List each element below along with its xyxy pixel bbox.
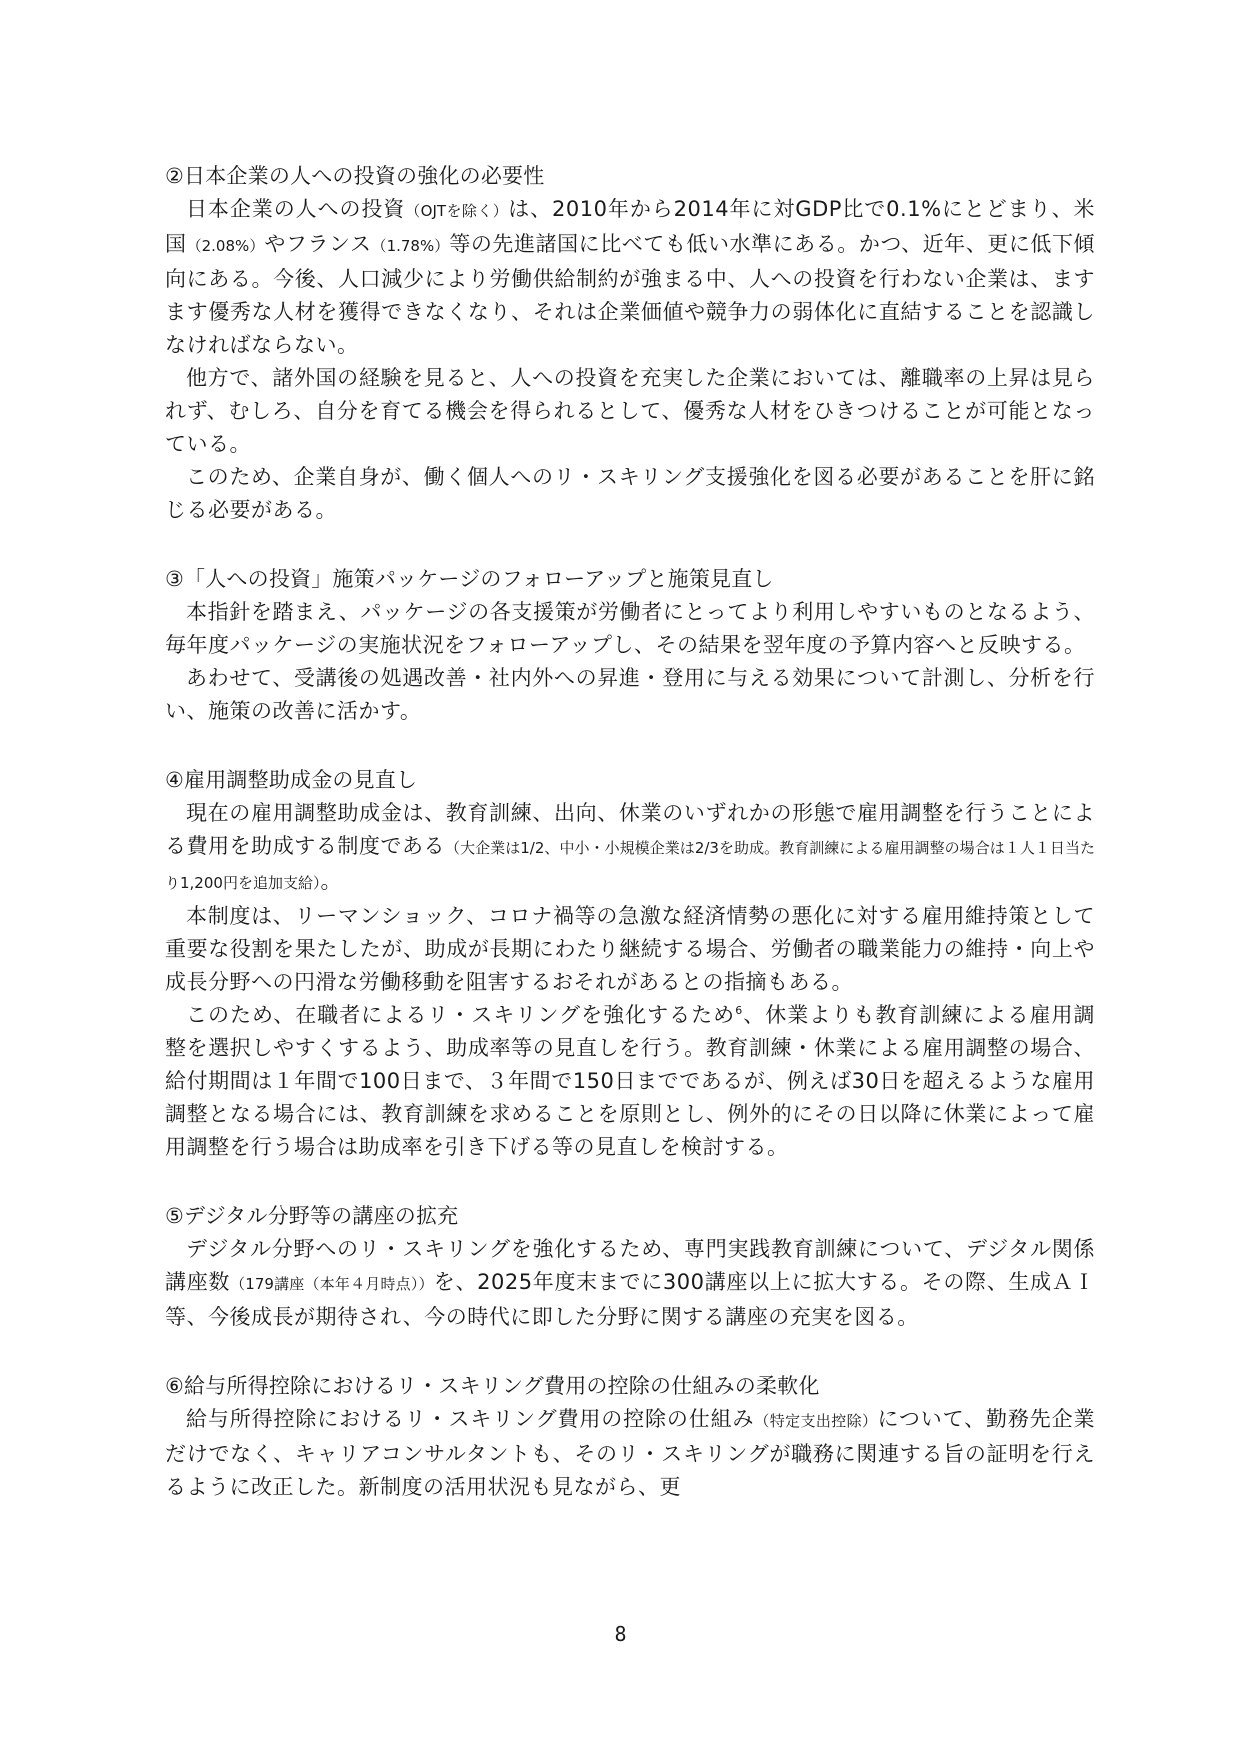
section-2 (165, 160, 1095, 527)
footnote-marker: 6 (735, 1004, 743, 1017)
section-heading: ⑥給与所得控除におけるリ・スキリング費用の控除の仕組みの柔軟化 (165, 1374, 820, 1398)
section-heading: ③「人への投資」施策パッケージのフォローアップと施策見直し (165, 567, 774, 591)
section-heading: ②日本企業の人への投資の強化の必要性 (165, 164, 545, 188)
paragraph: 本制度は、リーマンショック、コロナ禍等の急激な経済情勢の悪化に対する雇用維持策として重要な役割を果たしたが、助成が長期にわたり継続する場合、労働者の職業能力の維持・向上や成長分野への円滑な労働移動を阻害するおそれがあるとの指摘もある。 (165, 904, 1095, 994)
paragraph: デジタル分野へのリ・スキリングを強化するため、専門実践教育訓練について、デジタル関係講座数（179講座（本年４月時点））を、2025年度末までに300講座以上に拡大する。その際、生成ＡＩ等、今後成長が期待され、今の時代に即した分野に関する講座の充実を図る。 (165, 1237, 1096, 1329)
section-4 (165, 764, 1095, 1164)
paragraph: 日本企業の人への投資（OJTを除く）は、2010年から2014年に対GDP比で0.1%にとどまり、米国（2.08%）やフランス（1.78%）等の先進諸国に比べても低い水準にある。かつ、近年、更に低下傾向にある。今後、人口減少により労働供給制約が強まる中、人への投資を行わない企業は、ますます優秀な人材を獲得できなくなり、それは企業価値や競争力の弱体化に直結することを認識しなければならない。 (165, 197, 1096, 357)
section-6 (165, 1370, 1095, 1504)
paragraph: このため、企業自身が、働く個人へのリ・スキリング支援強化を図る必要があることを肝に銘じる必要がある。 (165, 465, 1095, 522)
section-heading: ⑤デジタル分野等の講座の拡充 (165, 1204, 459, 1228)
section-heading: ④雇用調整助成金の見直し (165, 768, 418, 792)
paragraph: 現在の雇用調整助成金は、教育訓練、出向、休業のいずれかの形態で雇用調整を行うことによる費用を助成する制度である（大企業は1/2、中小・小規模企業は2/3を助成。教育訓練による雇用調整の場合は１人１日当たり1,200円を追加支給）。 (165, 801, 1095, 893)
paragraph: あわせて、受講後の処遇改善・社内外への昇進・登用に与える効果について計測し、分析を行い、施策の改善に活かす。 (165, 666, 1095, 723)
paragraph: このため、在職者によるリ・スキリングを強化するため$^6$、休業よりも教育訓練による雇用調整を選択しやすくするよう、助成率等の見直しを行う。教育訓練・休業による雇用調整の場合、給付期間は１年間で100日まで、３年間で150日までであるが、例えば30日を超えるような雇用調整となる場合には、教育訓練を求めることを原則とし、例外的にその日以降に休業によって雇用調整を行う場合は助成率を引き下げる等の見直しを検討する。 (165, 1003, 1095, 1159)
page-number: 8 (614, 1622, 627, 1646)
section-3 (165, 563, 1095, 728)
section-5 (165, 1200, 1095, 1334)
paragraph: 他方で、諸外国の経験を見ると、人への投資を充実した企業においては、離職率の上昇は見られず、むしろ、自分を育てる機会を得られるとして、優秀な人材をひきつけることが可能となっている。 (165, 366, 1095, 456)
paragraph: 給与所得控除におけるリ・スキリング費用の控除の仕組み（特定支出控除）について、勤務先企業だけでなく、キャリアコンサルタントも、そのリ・スキリングが職務に関連する旨の証明を行えるように改正した。新制度の活用状況も見ながら、更 (165, 1407, 1095, 1499)
paragraph: 本指針を踏まえ、パッケージの各支援策が労働者にとってより利用しやすいものとなるよう、毎年度パッケージの実施状況をフォローアップし、その結果を翌年度の予算内容へと反映する。 (165, 600, 1095, 657)
document-body (165, 160, 1095, 1540)
